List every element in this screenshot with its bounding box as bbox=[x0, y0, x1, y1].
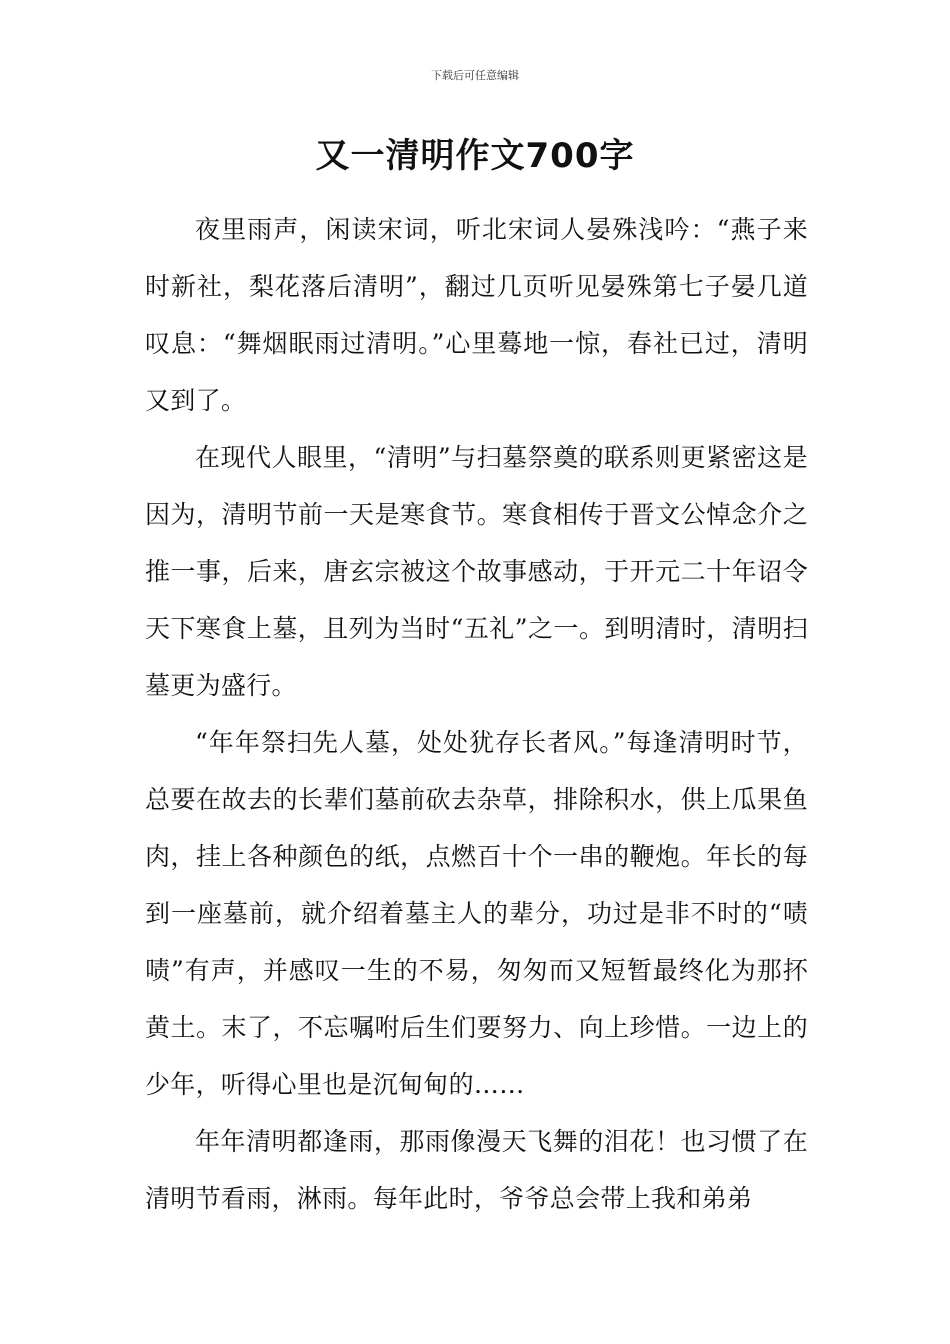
paragraph: 年年清明都逢雨，那雨像漫天飞舞的泪花！也习惯了在清明节看雨，淋雨。每年此时，爷爷总会带上我和弟弟 bbox=[145, 1127, 808, 1213]
document-title: 又一清明作文700字 bbox=[315, 136, 635, 176]
document-body bbox=[145, 201, 808, 1227]
paragraph: “年年祭扫先人墓，处处犹存长者风。”每逢清明时节，总要在故去的长辈们墓前砍去杂草，排除积水，供上瓜果鱼肉，挂上各种颜色的纸，点燃百十个一串的鞭炮。年长的每到一座墓前，就介绍着墓主人的辈分，功过是非不时的“啧啧”有声，并感叹一生的不易，匆匆而又短暂最终化为那抔黄土。末了，不忘嘱咐后生们要努力、向上珍惜。一边上的少年，听得心里也是沉甸甸的…… bbox=[145, 728, 808, 1099]
paragraph: 在现代人眼里，“清明”与扫墓祭奠的联系则更紧密这是因为，清明节前一天是寒食节。寒食相传于晋文公悼念介之推一事，后来，唐玄宗被这个故事感动，于开元二十年诏令天下寒食上墓，且列为当时“五礼”之一。到明清时，清明扫墓更为盛行。 bbox=[145, 443, 808, 700]
header-note: 下载后可任意编辑 bbox=[431, 69, 519, 82]
paragraph: 夜里雨声，闲读宋词，听北宋词人晏殊浅吟：“燕子来时新社，梨花落后清明”，翻过几页听见晏殊第七子晏几道叹息：“舞烟眠雨过清明。”心里蓦地一惊，春社已过，清明又到了。 bbox=[145, 215, 808, 415]
